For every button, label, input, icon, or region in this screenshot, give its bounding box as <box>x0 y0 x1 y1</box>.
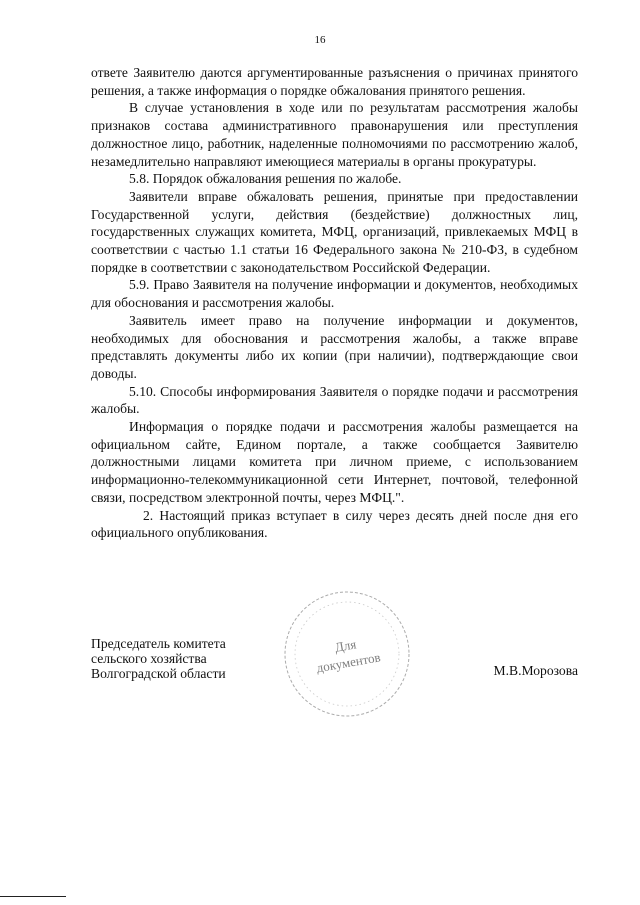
paragraph: Информация о порядке подачи и рассмотрения жалобы размещается на официальном сайте, Едином портале, а также сообщается Заявителю должностными лицами комитета при личном приеме, с использованием информационно-телекоммуникационной сети Интернет, почтовой, телефонной связи, посредством электронной почты, через МФЦ.". <box>91 419 578 505</box>
section-heading: 5.8. Порядок обжалования решения по жалобе. <box>129 171 402 187</box>
position-line: Председатель комитета <box>91 636 226 651</box>
signature-block <box>91 636 578 726</box>
position-line: Волгоградской области <box>91 666 226 681</box>
document-body <box>91 64 578 542</box>
section-heading: 5.10. Способы информирования Заявителя о порядке подачи и рассмотрения жалобы. <box>91 383 578 417</box>
paragraph: В случае установления в ходе или по результатам рассмотрения жалобы признаков состава административного правонарушения или преступления должностное лицо, работник, наделенные полномочиями по рассмотрению жалоб, незамедлительно направляют имеющиеся материалы в органы прокуратуры. <box>91 100 578 169</box>
signatory-position <box>91 636 226 681</box>
paragraph: ответе Заявителю даются аргументированные разъяснения о причинах принятого решения, а также информация о порядке обжалования принятого решения. <box>91 65 578 98</box>
position-line: сельского хозяйства <box>91 651 207 666</box>
stamp-text-line1: Для <box>333 636 358 655</box>
paragraph: Заявители вправе обжаловать решения, принятые при предоставлении Государственной услуги, действия (бездействие) должностных лиц, государственных служащих комитета, МФЦ, организаций, привлекаемых МФЦ в соответствии с частью 1.1 статьи 16 Федерального закона № 210-ФЗ, в судебном порядке в соответствии с законодательством Российской Федерации. <box>91 188 578 275</box>
footer-rule <box>0 896 66 897</box>
page-number: 16 <box>314 34 326 46</box>
stamp-text-line2: документов <box>315 649 382 676</box>
section-heading: 5.9. Право Заявителя на получение информации и документов, необходимых для обоснования и рассмотрения жалобы. <box>91 277 578 311</box>
signatory-name: М.В.Морозова <box>493 663 578 678</box>
paragraph: Заявитель имеет право на получение информации и документов, необходимых для обоснования и рассмотрения жалобы, а также вправе представлять документы либо их копии (при наличии), подтверждающие свои доводы. <box>91 312 578 381</box>
paragraph: 2. Настоящий приказ вступает в силу через десять дней после дня его официального опубликования. <box>91 507 578 541</box>
